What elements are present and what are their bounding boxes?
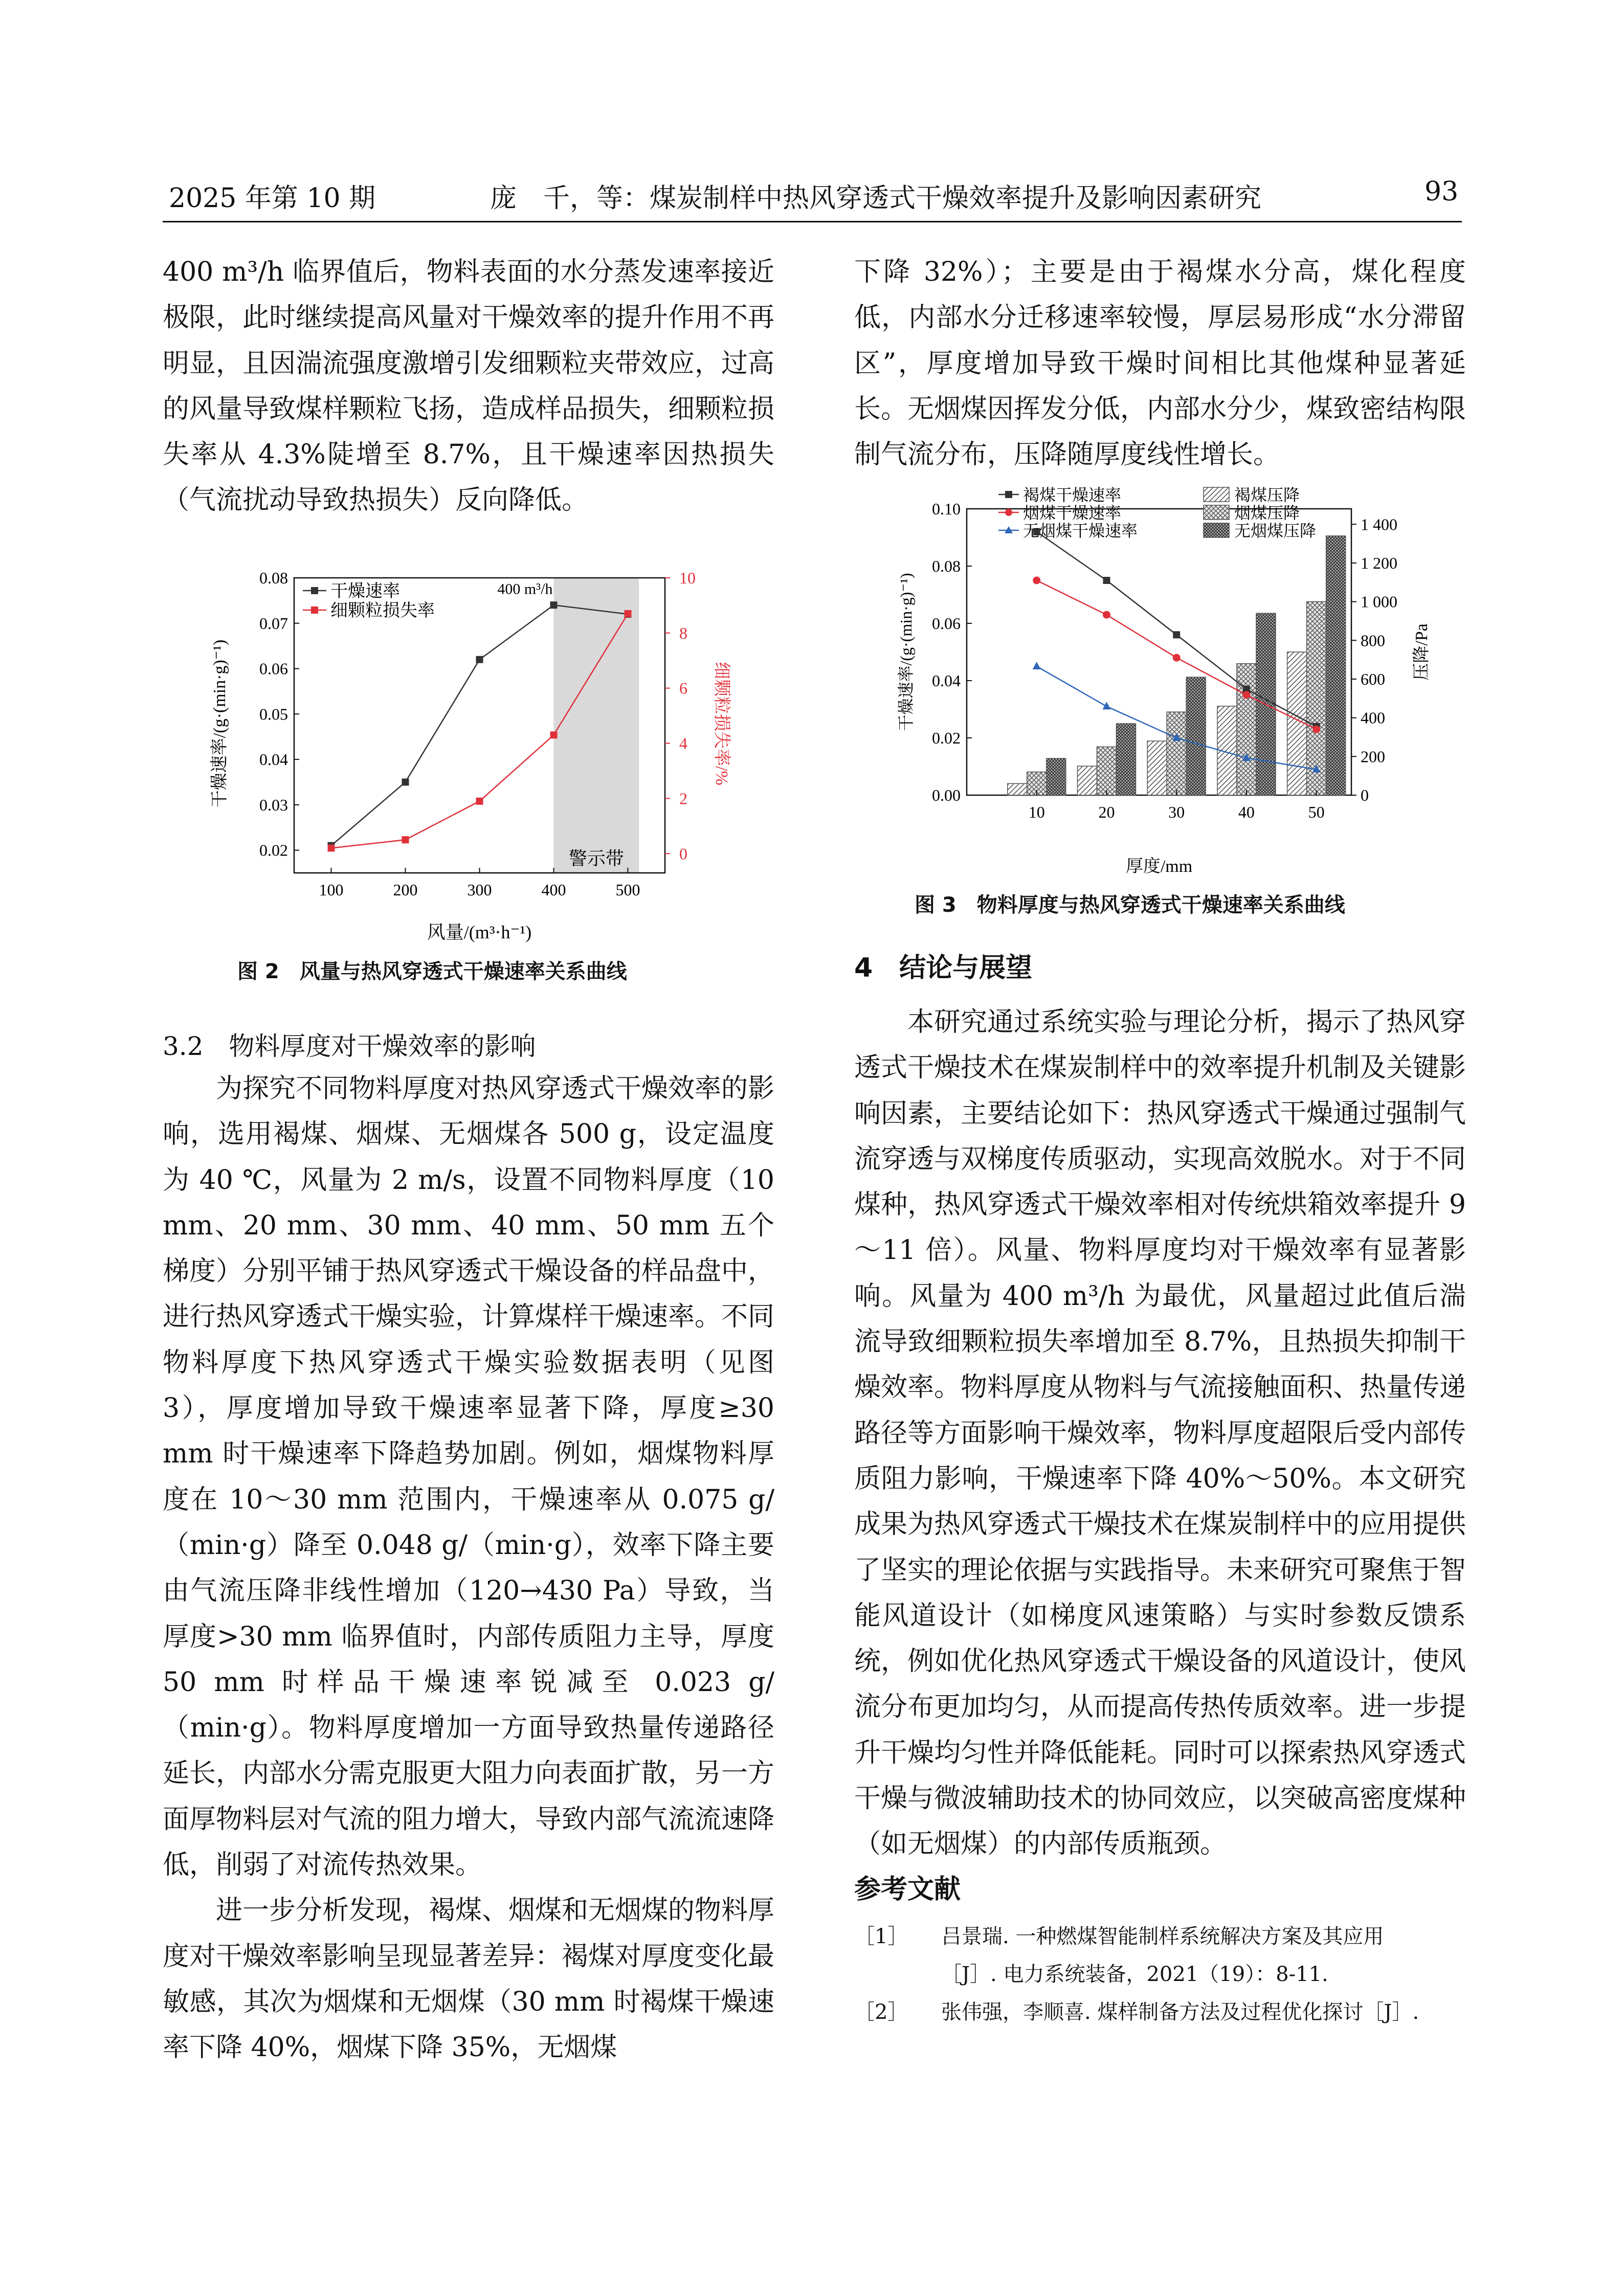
reference-2: [854, 1993, 1468, 2031]
data-point: [1173, 631, 1180, 638]
left-axis-label: 干燥速率/(g·(min·g)⁻¹): [897, 573, 915, 731]
y2-tick-label: 800: [1361, 631, 1385, 650]
x-axis-label: 厚度/mm: [1125, 857, 1193, 876]
warning-band: [554, 578, 639, 873]
y-tick-label: 0.08: [259, 570, 288, 587]
x-tick-label: 100: [319, 881, 344, 899]
y-tick-label: 0.02: [259, 841, 288, 860]
pressure-bar: [1326, 536, 1346, 795]
y2-tick-label: 600: [1361, 669, 1385, 688]
pressure-bar: [1167, 712, 1186, 795]
y2-tick-label: 10: [679, 570, 696, 587]
y-tick-label: 0.02: [932, 729, 961, 747]
data-point: [550, 601, 558, 609]
data-point: [1102, 702, 1110, 709]
paragraph-text: 下降 32%）；主要是由于褐煤水分高，煤化程度低，内部水分迁移速率较慢，厚层易形成“水分滞留区”，厚度增加导致干燥时间相比其他煤种显著延长。无烟煤因挥发分低，内部水分少，煤致密结构限制气流分布，压降随厚度线性增长。: [854, 257, 1466, 470]
y-tick-label: 0.04: [259, 750, 288, 769]
y2-tick-label: 4: [679, 734, 687, 753]
reference-number: ［2］: [854, 2000, 908, 2024]
legend: [303, 581, 435, 620]
running-title: 庞 千，等：煤炭制样中热风穿透式干燥效率提升及影响因素研究: [490, 183, 1262, 214]
legend-label-loss: 细颗粒损失率: [330, 601, 435, 620]
reference-1: [854, 1918, 1468, 1993]
rate-lines: [1033, 528, 1321, 773]
data-point: [328, 844, 335, 851]
section-4-heading: 4 结论与展望: [854, 953, 1033, 983]
figure-3-chart: [880, 483, 1442, 882]
reference-text: 吕景瑞. 一种燃煤智能制样系统解决方案及其应用: [941, 1925, 1384, 1948]
pressure-bar: [1008, 783, 1027, 795]
pressure-bar: [1077, 766, 1097, 795]
header-rule: [163, 221, 1462, 222]
paragraph-text: 400 m³/h 临界值后，物料表面的水分蒸发速率接近极限，此时继续提高风量对干燥效率的提升作用不再明显，且因湍流强度激增引发细颗粒夹带效应，过高的风量导致煤样颗粒飞扬，造成样品损失，细颗粒损失率从 4.3%陡增至 8.7%，且干燥速率因热损失（气流扰动导致热损失）反向降低。: [163, 257, 775, 516]
x-tick-label: 50: [1308, 803, 1325, 821]
reference-text: ［J］. 电力系统装备，2021（19）：8-11.: [941, 1963, 1328, 1986]
left-axis-label: 干燥速率/(g·(min·g)⁻¹): [210, 639, 229, 808]
y-tick-label: 0.03: [259, 795, 288, 814]
x-tick-label: 10: [1028, 803, 1045, 821]
conclusion-body: [854, 1000, 1466, 1867]
band-label: 警示带: [568, 848, 624, 869]
data-point: [1103, 577, 1110, 584]
y2-tick-label: 1 000: [1361, 592, 1397, 611]
data-point: [1103, 611, 1110, 619]
figure-3-caption: 图 3 物料厚度与热风穿透式干燥速率关系曲线: [915, 893, 1345, 917]
legend-anthr-rate: 无烟煤干燥速率: [1023, 522, 1138, 540]
reference-text: 张伟强，李顺喜. 煤样制备方法及过程优化探讨［J］.: [941, 2000, 1419, 2024]
y-tick-label: 0.04: [932, 671, 961, 690]
figure-2-caption: 图 2 风量与热风穿透式干燥速率关系曲线: [237, 960, 627, 983]
y-tick-label: 0.07: [259, 614, 288, 633]
x-tick-label: 40: [1238, 803, 1255, 821]
legend: [998, 486, 1316, 540]
y-tick-label: 0.00: [932, 786, 961, 804]
pressure-bar: [1186, 677, 1206, 795]
data-point: [1312, 726, 1320, 733]
y2-tick-label: 2: [679, 789, 687, 808]
reference-list: [854, 1918, 1468, 2031]
legend-lignite-dp: 褐煤压降: [1234, 486, 1300, 504]
x-tick-label: 30: [1168, 803, 1185, 821]
left-axis-ticks: [259, 570, 299, 860]
figure-2-chart: [189, 570, 757, 949]
references-heading: 参考文献: [854, 1874, 961, 1905]
right-axis-label: 细颗粒损失率/%: [712, 662, 731, 785]
y-tick-label: 0.05: [259, 705, 288, 724]
conclusion-paragraph: 本研究通过系统实验与理论分析，揭示了热风穿透式干燥技术在煤炭制样中的效率提升机制及关键影响因素，主要结论如下：热风穿透式干燥通过强制气流穿透与双梯度传质驱动，实现高效脱水。对于不同煤种，热风穿透式干燥效率相对传统烘箱效率提升 9～11 倍）。风量、物料厚度均对干燥效率有显著影响。风量为 400 m³/h 为最优，风量超过此值后湍流导致细颗粒损失率增加至 8.7%，且热损失抑制干燥效率。物料厚度从物料与气流接触面积、热量传递路径等方面影响干燥效率，物料厚度超限后受内部传质阻力影响，干燥速率下降 40%～50%。本文研究成果为热风穿透式干燥技术在煤炭制样中的应用提供了坚实的理论依据与实践指导。未来研究可聚焦于智能风道设计（如梯度风速策略）与实时参数反馈系统，例如优化热风穿透式干燥设备的风道设计，使风流分布更加均匀，从而提高传热传质效率。进一步提升干燥均匀性并降低能耗。同时可以探索热风穿透式干燥与微波辅助技术的协同效应，以突破高密度煤种（如无烟煤）的内部传质瓶颈。: [854, 1007, 1466, 1860]
left-body: [163, 1066, 774, 2071]
pressure-bar: [1116, 724, 1136, 795]
reference-number: ［1］: [854, 1925, 908, 1948]
y2-tick-label: 400: [1361, 708, 1385, 727]
paragraph-3-2-1: 为探究不同物料厚度对热风穿透式干燥效率的影响，选用褐煤、烟煤、无烟煤各 500 g，设定温度为 40 ℃，风量为 2 m/s，设置不同物料厚度（10 mm、20 mm、30 mm、40 mm、50 mm 五个梯度）分别平铺于热风穿透式干燥设备的样品盘中，进行热风穿透式干燥实验，计算煤样干燥速率。不同物料厚度下热风穿透式干燥实验数据表明（见图 3），厚度增加导致干燥速率显著下降，厚度≥30 mm 时干燥速率下降趋势加剧。例如，烟煤物料厚度在 10～30 mm 范围内，干燥速率从 0.075 g/（min·g）降至 0.048 g/（min·g），效率下降主要由气流压降非线性增加（120→430 Pa）导致，当厚度>30 mm 临界值时，内部传质阻力主导，厚度 50 mm 时样品干燥速率锐减至 0.023 g/（min·g）。物料厚度增加一方面导致热量传递路径延长，内部水分需克服更大阻力向表面扩散，另一方面厚物料层对气流的阻力增大，导致内部气流流速降低，削弱了对流传热效果。: [163, 1073, 775, 1881]
page-number: 93: [1425, 176, 1459, 207]
data-point: [1242, 691, 1250, 699]
x-tick-label: 200: [393, 881, 418, 899]
data-point: [402, 836, 409, 843]
right-paragraph-continued: [854, 250, 1466, 478]
y-tick-label: 0.06: [259, 659, 288, 678]
legend-bitum-rate: 烟煤干燥速率: [1023, 504, 1122, 522]
y-tick-label: 0.06: [932, 614, 961, 633]
y2-tick-label: 1 200: [1361, 553, 1397, 572]
legend-label-rate: 干燥速率: [330, 582, 400, 601]
data-point: [550, 731, 558, 738]
data-point: [1033, 662, 1041, 669]
pressure-bars: [1008, 536, 1346, 795]
y2-tick-label: 200: [1361, 747, 1385, 766]
right-axis-label: 压降/Pa: [1412, 623, 1431, 681]
legend-bitum-dp: 烟煤压降: [1234, 504, 1300, 522]
y-tick-label: 0.08: [932, 557, 961, 575]
data-point: [476, 656, 483, 663]
legend-lignite-rate: 褐煤干燥速率: [1023, 486, 1122, 504]
data-point: [1033, 577, 1040, 584]
data-point: [402, 778, 409, 785]
x-tick-label: 20: [1098, 803, 1115, 821]
y2-tick-label: 6: [679, 679, 687, 697]
y2-tick-label: 8: [679, 623, 687, 642]
y-tick-label: 0.10: [932, 500, 961, 518]
data-point: [1173, 654, 1181, 662]
data-point: [476, 798, 483, 805]
y2-tick-label: 1 400: [1361, 515, 1397, 534]
x-axis-label: 风量/(m³·h⁻¹): [427, 922, 532, 942]
right-axis-ticks: [1351, 515, 1397, 804]
section-3-2-heading: 3.2 物料厚度对干燥效率的影响: [163, 1031, 536, 1061]
pressure-bar: [1047, 758, 1066, 795]
x-tick-label: 400: [541, 881, 566, 899]
data-point: [625, 610, 632, 617]
right-axis-ticks: [665, 570, 696, 863]
pressure-bar: [1147, 741, 1167, 795]
y2-tick-label: 0: [1361, 786, 1369, 804]
paragraph-3-2-2: 进一步分析发现，褐煤、烟煤和无烟煤的物料厚度对干燥效率影响呈现显著差异：褐煤对厚度变化最敏感，其次为烟煤和无烟煤（30 mm 时褐煤干燥速率下降 40%，烟煤下降 35%，无烟煤: [163, 1895, 775, 2063]
left-paragraph-continued: [163, 250, 774, 524]
left-axis-ticks: [932, 500, 972, 804]
x-tick-label: 500: [615, 881, 640, 899]
y2-tick-label: 0: [679, 844, 687, 863]
x-tick-label: 300: [467, 881, 492, 899]
issue-label: 2025 年第 10 期: [169, 183, 376, 214]
legend-anthr-dp: 无烟煤压降: [1234, 522, 1317, 540]
pressure-bar: [1097, 747, 1116, 795]
annotation-400: 400 m³/h: [497, 580, 553, 598]
